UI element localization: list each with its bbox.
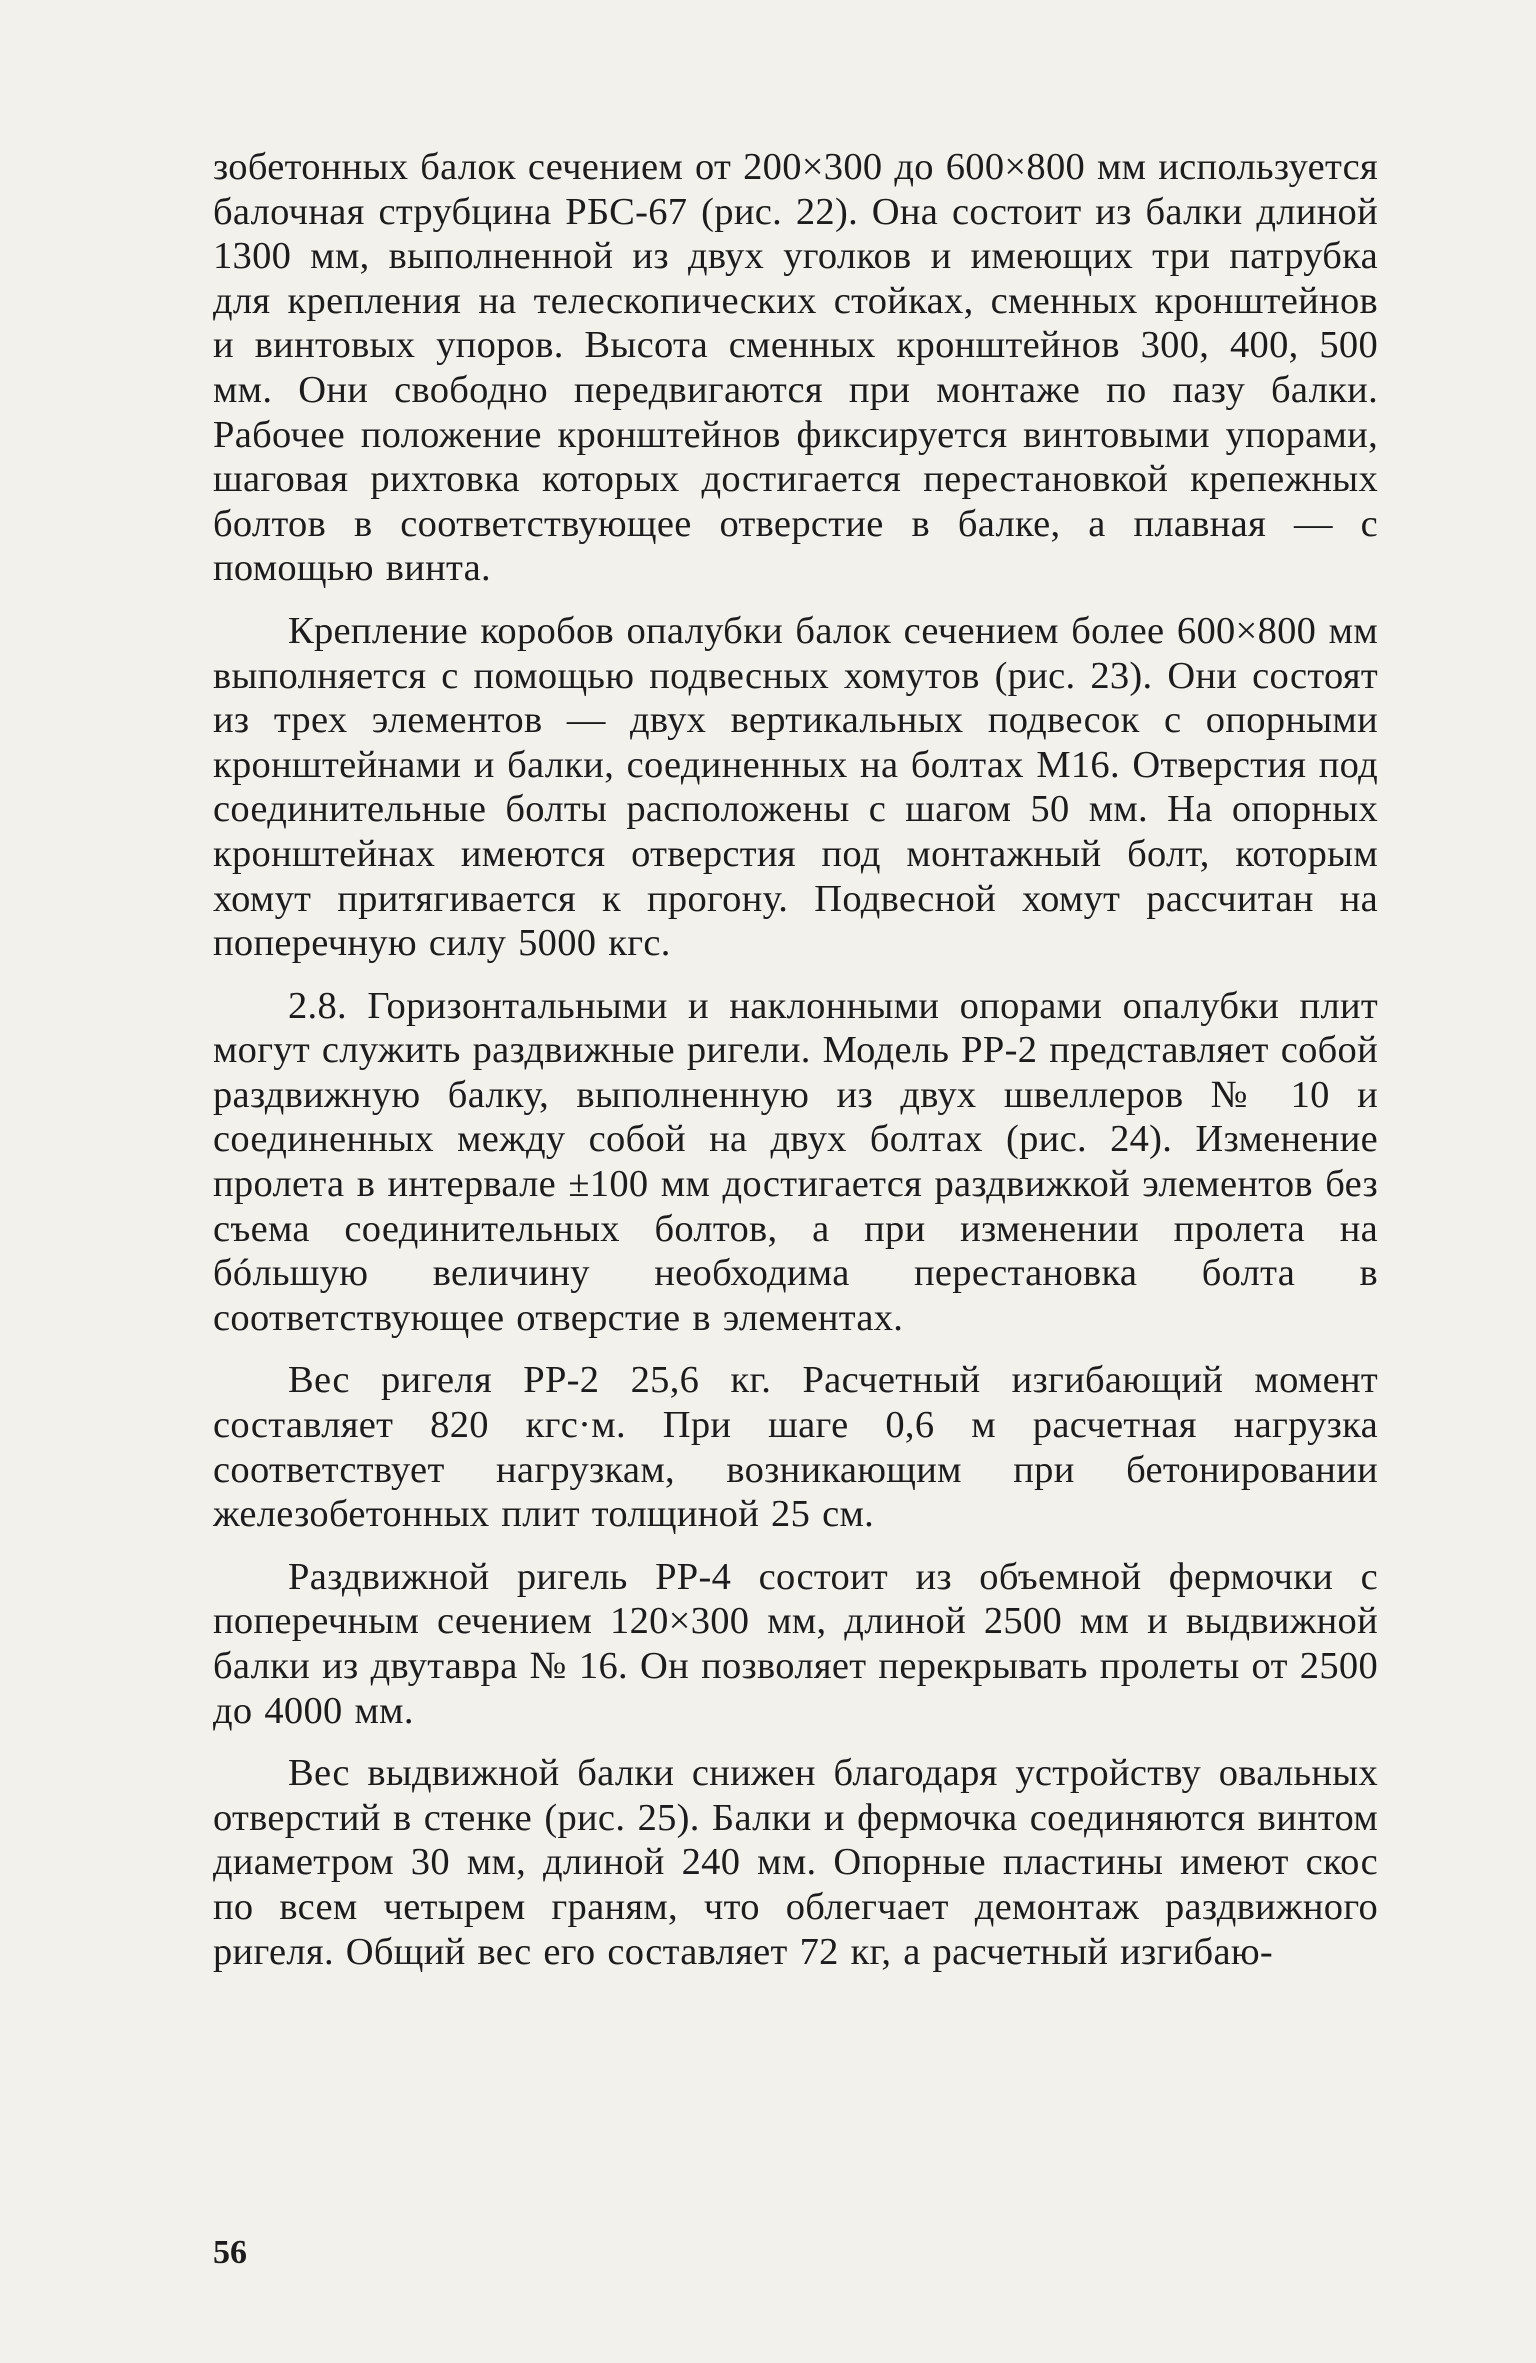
paragraph-rr4: Раздвижной ригель РР-4 состоит из объемной фермочки с поперечным сечением 120×300 мм, длиной 2500 мм и выдвижной балки из двутавра № 16. Он позволяет перекрывать пролеты от 2500 до 4000 мм. bbox=[213, 1555, 1378, 1732]
paragraph-rr2-weight: Вес ригеля РР-2 25,6 кг. Расчетный изгибающий момент составляет 820 кгс·м. При шаге 0,6 м расчетная нагрузка соответствует нагрузкам, возникающим при бетонировании железобетонных плит толщиной 25 см. bbox=[213, 1359, 1378, 1536]
paragraph-hangers: Крепление коробов опалубки балок сечением более 600×800 мм выполняется с помощью подвесных хомутов (рис. 23). Они состоят из трех элементов — двух вертикальных подвесок с опорными кронштейнами и балки, соединенных на болтах М16. Отверстия под соединительные болты расположены с шагом 50 мм. На опорных кронштейнах имеются отверстия под монтажный болт, которым хомут притягивается к прогону. Подвесной хомут рассчитан на поперечную силу 5000 кгс. bbox=[213, 609, 1378, 965]
page-body bbox=[213, 145, 1378, 1974]
paragraph-section-2-8: 2.8. Горизонтальными и наклонными опорами опалубки плит могут служить раздвижные ригели. Модель РР-2 представляет собой раздвижную балку, выполненную из двух швеллеров № 10 и соединенных между собой на двух болтах (рис. 24). Изменение пролета в интервале ±100 мм достигается раздвижкой элементов без съема соединительных болтов, а при изменении пролета на бóльшую величину необходима перестановка болта в соответствующее отверстие в элементах. bbox=[213, 984, 1378, 1339]
page-number: 56 bbox=[213, 2234, 247, 2271]
paragraph-balk-clamp: зобетонных балок сечением от 200×300 до 600×800 мм используется балочная струбцина РБС-67 (рис. 22). Она состоит из балки длиной 1300 мм, выполненной из двух уголков и имеющих три патрубка для крепления на телескопических стойках, сменных кронштейнов и винтовых упоров. Высота сменных кронштейнов 300, 400, 500 мм. Они свободно передвигаются при монтаже по пазу балки. Рабочее положение кронштейнов фиксируется винтовыми упорами, шаговая рихтовка которых достигается перестановкой крепежных болтов в соответствующее отверстие в балке, а плавная — с помощью винта. bbox=[213, 146, 1378, 590]
paragraph-rr4-weight: Вес выдвижной балки снижен благодаря устройству овальных отверстий в стенке (рис. 25). Балки и фермочка соединяются винтом диаметром 30 мм, длиной 240 мм. Опорные пластины имеют скос по всем четырем граням, что облегчает демонтаж раздвижного ригеля. Общий вес его составляет 72 кг, а расчетный изгибаю- bbox=[213, 1752, 1378, 1973]
